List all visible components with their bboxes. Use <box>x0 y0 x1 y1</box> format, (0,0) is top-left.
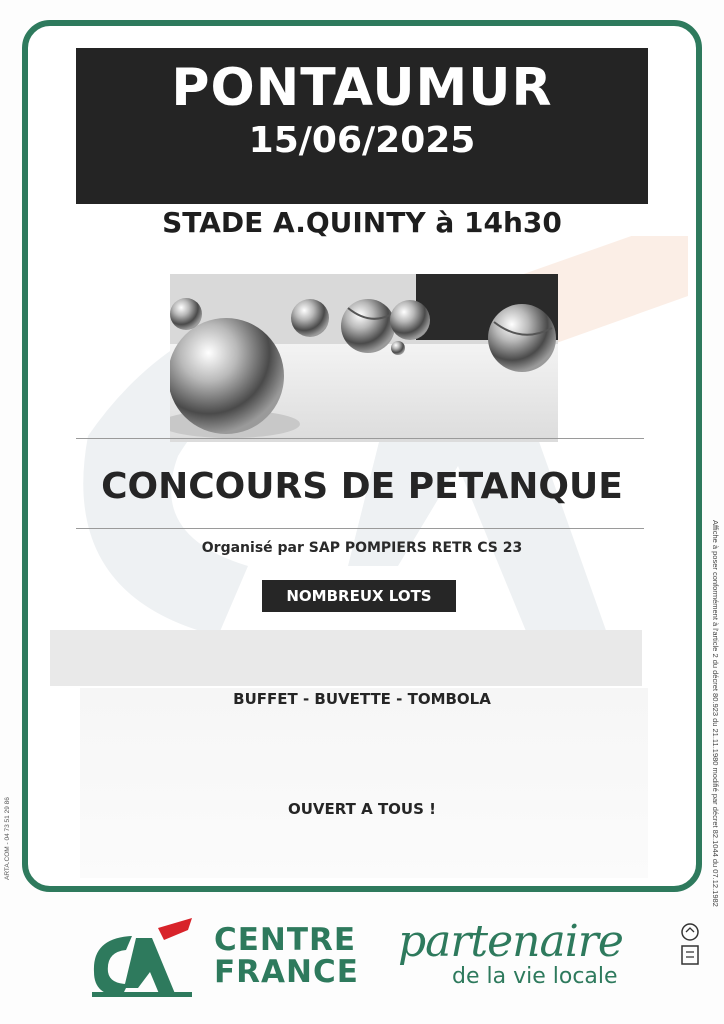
grey-band <box>50 630 642 686</box>
legal-notice: Affiche à poser conformément à l'article 2 du décret 80.923 du 21.11.1980 modifié par décret 82.1044 du 07.12.1982 <box>711 520 720 907</box>
faint-block <box>80 688 648 878</box>
open-to-all: OUVERT A TOUS ! <box>288 800 436 818</box>
divider-bottom <box>76 528 644 529</box>
printer-credit: ARTA.COM - 04 73 51 29 86 <box>4 797 11 880</box>
partner-title: partenaire <box>398 916 623 967</box>
prizes-badge: NOMBREUX LOTS <box>262 580 456 612</box>
venue-time: STADE A.QUINTY à 14h30 <box>162 206 562 239</box>
partner-subtitle: de la vie locale <box>452 964 618 989</box>
bank-name-line2: FRANCE <box>214 954 359 990</box>
city-title: PONTAUMUR <box>171 58 553 118</box>
bank-name-line1: CENTRE <box>214 922 357 958</box>
ca-logo-icon <box>88 918 194 998</box>
services-line: BUFFET - BUVETTE - TOMBOLA <box>233 690 491 708</box>
organiser-line: Organisé par SAP POMPIERS RETR CS 23 <box>201 540 523 556</box>
recycle-icon <box>678 922 702 968</box>
sponsor-footer <box>0 900 724 1024</box>
bank-name <box>214 924 359 988</box>
petanque-photo <box>170 274 558 442</box>
poster-frame <box>22 20 702 892</box>
event-title: CONCOURS DE PETANQUE <box>101 466 623 507</box>
divider-top <box>76 438 644 439</box>
title-box <box>76 48 648 204</box>
event-date: 15/06/2025 <box>248 120 476 161</box>
